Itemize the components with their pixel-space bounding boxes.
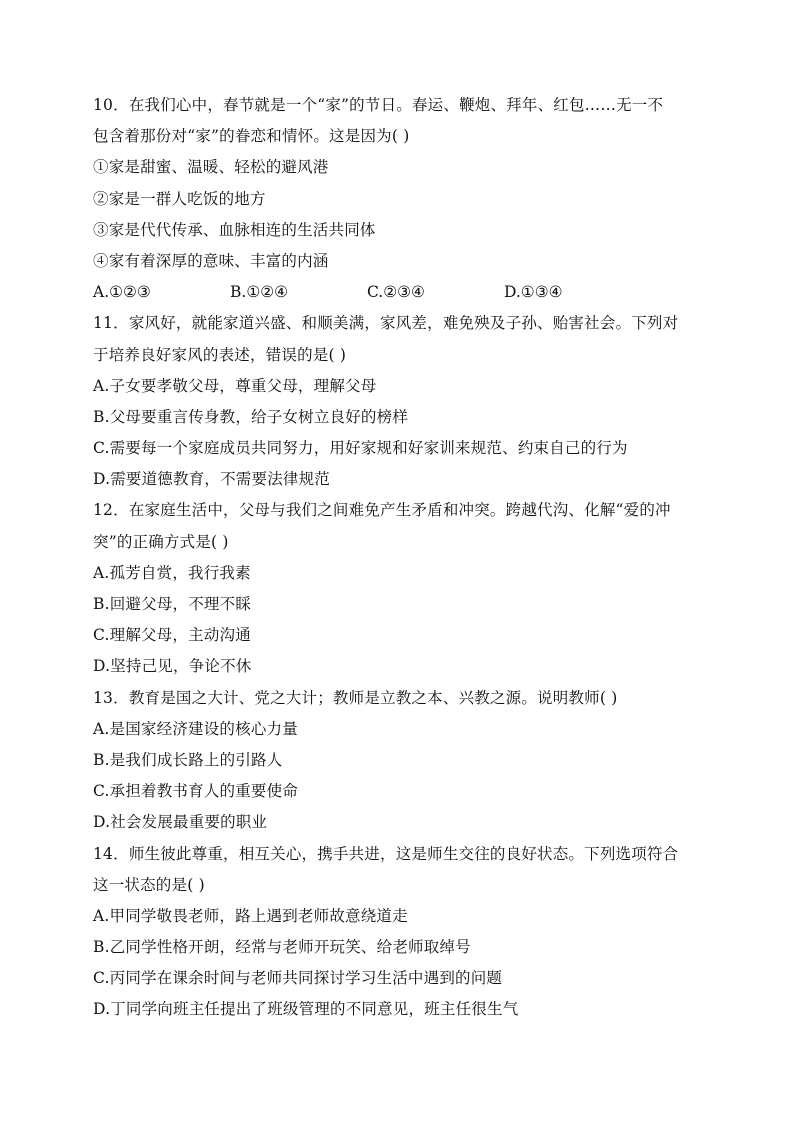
option-c: C.需要每一个家庭成员共同努力，用好家规和好家训来规范、约束自己的行为 xyxy=(93,439,628,458)
question-stem-line: 10．在我们心中，春节就是一个“家”的节日。春运、鞭炮、拜年、红包……无一不 xyxy=(93,96,664,114)
question-stem-line: 12．在家庭生活中，父母与我们之间难免产生矛盾和冲突。跨越代沟、化解“爱的冲 xyxy=(93,501,671,520)
option-a: A.甲同学敬畏老师，路上遇到老师故意绕道走 xyxy=(93,906,408,925)
option-d: D.需要道德教育，不需要法律规范 xyxy=(93,470,331,489)
question-stem-line: 11．家风好，就能家道兴盛、和顺美满，家风差，难免殃及子孙、贻害社会。下列对 xyxy=(93,314,679,333)
question-list xyxy=(93,90,703,1026)
option-c: C.承担着教书育人的重要使命 xyxy=(93,782,299,801)
option-c: C.②③④ xyxy=(367,283,425,302)
option-b: B.是我们成长路上的引路人 xyxy=(93,750,283,769)
question-stem-line: 于培养良好家风的表述，错误的是( ) xyxy=(93,345,347,364)
option-a: A.子女要孝敬父母，尊重父母，理解父母 xyxy=(93,376,377,395)
option-b: B.父母要重言传身教，给子女树立良好的榜样 xyxy=(93,407,409,426)
statement-2: ②家是一群人吃饭的地方 xyxy=(93,189,266,208)
question-stem-line: 13．教育是国之大计、党之大计；教师是立教之本、兴教之源。说明教师( ) xyxy=(93,688,618,707)
option-d: D.社会发展最重要的职业 xyxy=(93,813,268,832)
question-10 xyxy=(93,90,703,308)
option-row xyxy=(93,277,703,308)
question-12 xyxy=(93,495,703,682)
option-c: C.理解父母，主动沟通 xyxy=(93,626,251,645)
option-b: B.①②④ xyxy=(230,283,289,302)
question-11 xyxy=(93,308,703,495)
question-stem-line: 突”的正确方式是( ) xyxy=(93,532,229,551)
option-a: A.是国家经济建设的核心力量 xyxy=(93,719,298,738)
option-a: A.孤芳自赏，我行我素 xyxy=(93,563,251,582)
option-d: D.丁同学向班主任提出了班级管理的不同意见，班主任很生气 xyxy=(93,1000,519,1019)
question-13 xyxy=(93,683,703,839)
question-14 xyxy=(93,839,703,1026)
statement-4: ④家有着深厚的意味、丰富的内涵 xyxy=(93,251,329,270)
option-b: B.回避父母，不理不睬 xyxy=(93,595,252,613)
option-d: D.①③④ xyxy=(504,283,563,302)
statement-3: ③家是代代传承、血脉相连的生活共同体 xyxy=(93,220,376,239)
option-a: A.①②③ xyxy=(93,283,151,302)
option-d: D.坚持己见，争论不休 xyxy=(93,657,252,676)
question-stem-line: 这一状态的是( ) xyxy=(93,875,205,894)
question-stem-line: 包含着那份对“家”的眷恋和情怀。这是因为( ) xyxy=(93,127,410,146)
question-stem-line: 14．师生彼此尊重，相互关心，携手共进，这是师生交往的良好状态。下列选项符合 xyxy=(93,844,679,863)
option-b: B.乙同学性格开朗，经常与老师开玩笑、给老师取绰号 xyxy=(93,938,471,957)
option-c: C.丙同学在课余时间与老师共同探讨学习生活中遇到的问题 xyxy=(93,969,503,988)
statement-1: ①家是甜蜜、温暖、轻松的避风港 xyxy=(93,158,329,177)
